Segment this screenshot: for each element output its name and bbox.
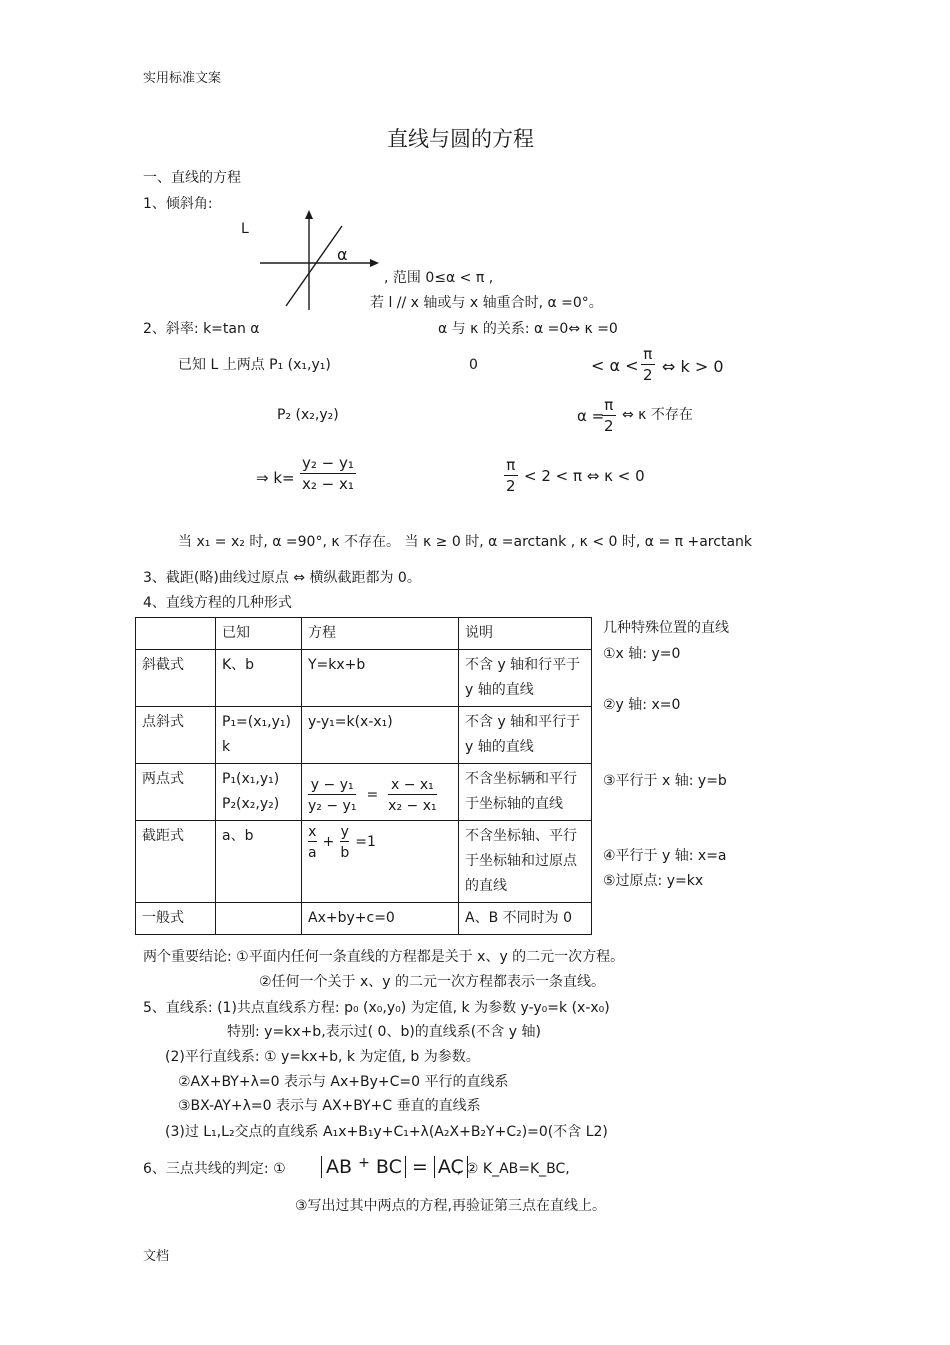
slope-denominator: x₂ − x₁ [302,475,354,494]
plus-sign: + [358,1155,370,1171]
two: 2 [604,417,614,436]
two: 2 [506,477,516,496]
fraction-x-over-a [308,824,317,862]
table-row [136,764,592,821]
equals-sign: = [366,787,379,804]
line-family-1: 5、直线系: (1)共点直线系方程: p₀ (x₀,y₀) 为定值, k 为参数 y-y₀=k (x-x₀) [143,1000,610,1016]
special-line-item: ②y 轴: x=0 [603,697,681,713]
special-line-item: ①x 轴: y=0 [603,646,681,662]
line-family-3: (3)过 L₁,L₂交点的直线系 A₁x+B₁y+C₁+λ(A₂X+B₂Y+C₂)=0(不含 L2) [165,1124,608,1140]
form-known: P₁(x₁,y₁) P₂(x₂,y₂) [216,764,302,821]
point-p2: P₂ (x₂,y₂) [277,407,339,423]
y-axis-arrow [305,210,313,219]
case1-mid: < α < [591,356,639,375]
pi: π [604,396,614,414]
line-l [286,226,342,306]
pi: π [506,456,516,474]
page-footer: 文档 [143,1249,170,1264]
numerator: x [308,824,317,840]
fraction-y [308,777,356,815]
table-header-cell: 说明 [459,618,592,650]
special-lines-title: 几种特殊位置的直线 [603,620,729,636]
slope-equality: , ② K_AB=K_BC, [457,1161,570,1177]
line-forms-table [135,617,592,935]
form-known: K、b [216,650,302,707]
two: 2 [643,366,653,385]
denominator: b [340,841,349,862]
parallel-case: 若 l // x 轴或与 x 轴重合时, α =0°。 [370,295,603,311]
slope-numerator: y₂ − y₁ [302,454,354,472]
special-line-item: ④平行于 y 轴: x=a [603,848,727,864]
item6-label: 6、三点共线的判定: ① [143,1161,286,1177]
item4-label: 4、直线方程的几种形式 [143,595,292,611]
plus-sign: + [322,834,335,851]
pi-over-2-fraction [641,346,655,385]
form-known [216,903,302,935]
denominator: y₂ − y₁ [308,794,356,815]
form-name: 点斜式 [136,707,216,764]
form-note: 不含坐标轴、平行于坐标轴和过原点的直线 [459,821,592,903]
x-axis-arrow [370,259,379,267]
form-equation: Ax+by+c=0 [302,903,459,935]
conclusion-first: 两个重要结论: ①平面内任何一条直线的方程都是关于 x、y 的二元一次方程。 [143,949,625,965]
vector-ac: AC [434,1156,468,1178]
inclination-diagram [255,205,380,315]
case1-left: 0 [469,357,478,373]
form-name: 一般式 [136,903,216,935]
conclusion-second: ②任何一个关于 x、y 的二元一次方程都表示一条直线。 [259,974,606,990]
section-heading: 一、直线的方程 [143,170,241,186]
item1-label: 1、倾斜角: [143,196,213,212]
case1-right: ⇔ k > 0 [662,357,724,376]
line-family-perpendicular: ③BX-AY+λ=0 表示与 AX+BY+C 垂直的直线系 [178,1098,481,1114]
alpha-label: α [337,245,348,264]
equals-one: =1 [355,834,376,851]
table-row [136,821,592,903]
table-header-cell [136,618,216,650]
line-family-2: (2)平行直线系: ① y=kx+b, k 为定值, b 为参数。 [165,1049,480,1065]
line-family-special: 特别: y=kx+b,表示过( 0、b)的直线系(不含 y 轴) [227,1024,541,1040]
fraction-x [388,777,436,815]
table-row [136,650,592,707]
form-note: 不含 y 轴和行平于 y 轴的直线 [459,650,592,707]
line-family-parallel: ②AX+BY+λ=0 表示与 Ax+By+C=0 平行的直线系 [178,1074,509,1090]
pi-over-2-fraction [602,397,616,436]
form-note: 不含 y 轴和平行于 y 轴的直线 [459,707,592,764]
vector-bc: BC [376,1156,406,1178]
numerator: y [340,824,349,840]
pi-over-2-fraction [504,457,518,496]
page-header: 实用标准文案 [143,71,222,86]
table-header-cell: 已知 [216,618,302,650]
table-header-row [136,618,592,650]
form-equation [302,764,459,821]
special-line-item: ③平行于 x 轴: y=b [603,773,727,789]
pi: π [643,345,653,363]
form-name: 两点式 [136,764,216,821]
known-points: 已知 L 上两点 P₁ (x₁,y₁) [178,357,331,373]
fraction-y-over-b [340,824,349,862]
table-row [136,903,592,935]
vector-ab: AB [321,1156,352,1178]
form-note: A、B 不同时为 0 [459,903,592,935]
table-row [136,707,592,764]
collinear-formula [321,1155,468,1179]
case3-right: < 2 < π ⇔ κ < 0 [524,467,645,485]
case2-left: α = [577,407,605,425]
special-line-item: ⑤过原点: y=kx [603,873,704,889]
form-name: 截距式 [136,821,216,903]
intercept-formula [308,824,452,862]
equals-sign: = [411,1156,428,1178]
table-header-cell: 方程 [302,618,459,650]
form-equation: y-y₁=k(x-x₁) [302,707,459,764]
form-known: P₁=(x₁,y₁) k [216,707,302,764]
form-equation [302,821,459,903]
two-point-formula [308,767,452,815]
numerator: x − x₁ [390,777,434,793]
item2-label: 2、斜率: k=tan α [143,321,260,337]
form-equation: Y=kx+b [302,650,459,707]
collinear-method-3: ③写出过其中两点的方程,再验证第三点在直线上。 [295,1198,606,1214]
case2-right: ⇔ κ 不存在 [622,407,693,423]
inclination-range: , 范围 0≤α < π , [384,270,494,286]
line-label: L [241,221,249,237]
form-known: a、b [216,821,302,903]
alpha-kappa-relation: α 与 κ 的关系: α =0⇔ κ =0 [438,321,618,337]
form-name: 斜截式 [136,650,216,707]
item3: 3、截距(略)曲线过原点 ⇔ 横纵截距都为 0。 [143,570,421,586]
slope-implies: ⇒ k= [256,469,295,487]
denominator: a [308,841,317,862]
page-title: 直线与圆的方程 [387,127,534,151]
vertical-case: 当 x₁ = x₂ 时, α =90°, κ 不存在。 当 κ ≥ 0 时, α =arctank , κ < 0 时, α = π +arctank [178,534,753,550]
form-note: 不含坐标辆和平行于坐标轴的直线 [459,764,592,821]
numerator: y − y₁ [310,777,354,793]
denominator: x₂ − x₁ [388,794,436,815]
slope-fraction [300,455,356,494]
